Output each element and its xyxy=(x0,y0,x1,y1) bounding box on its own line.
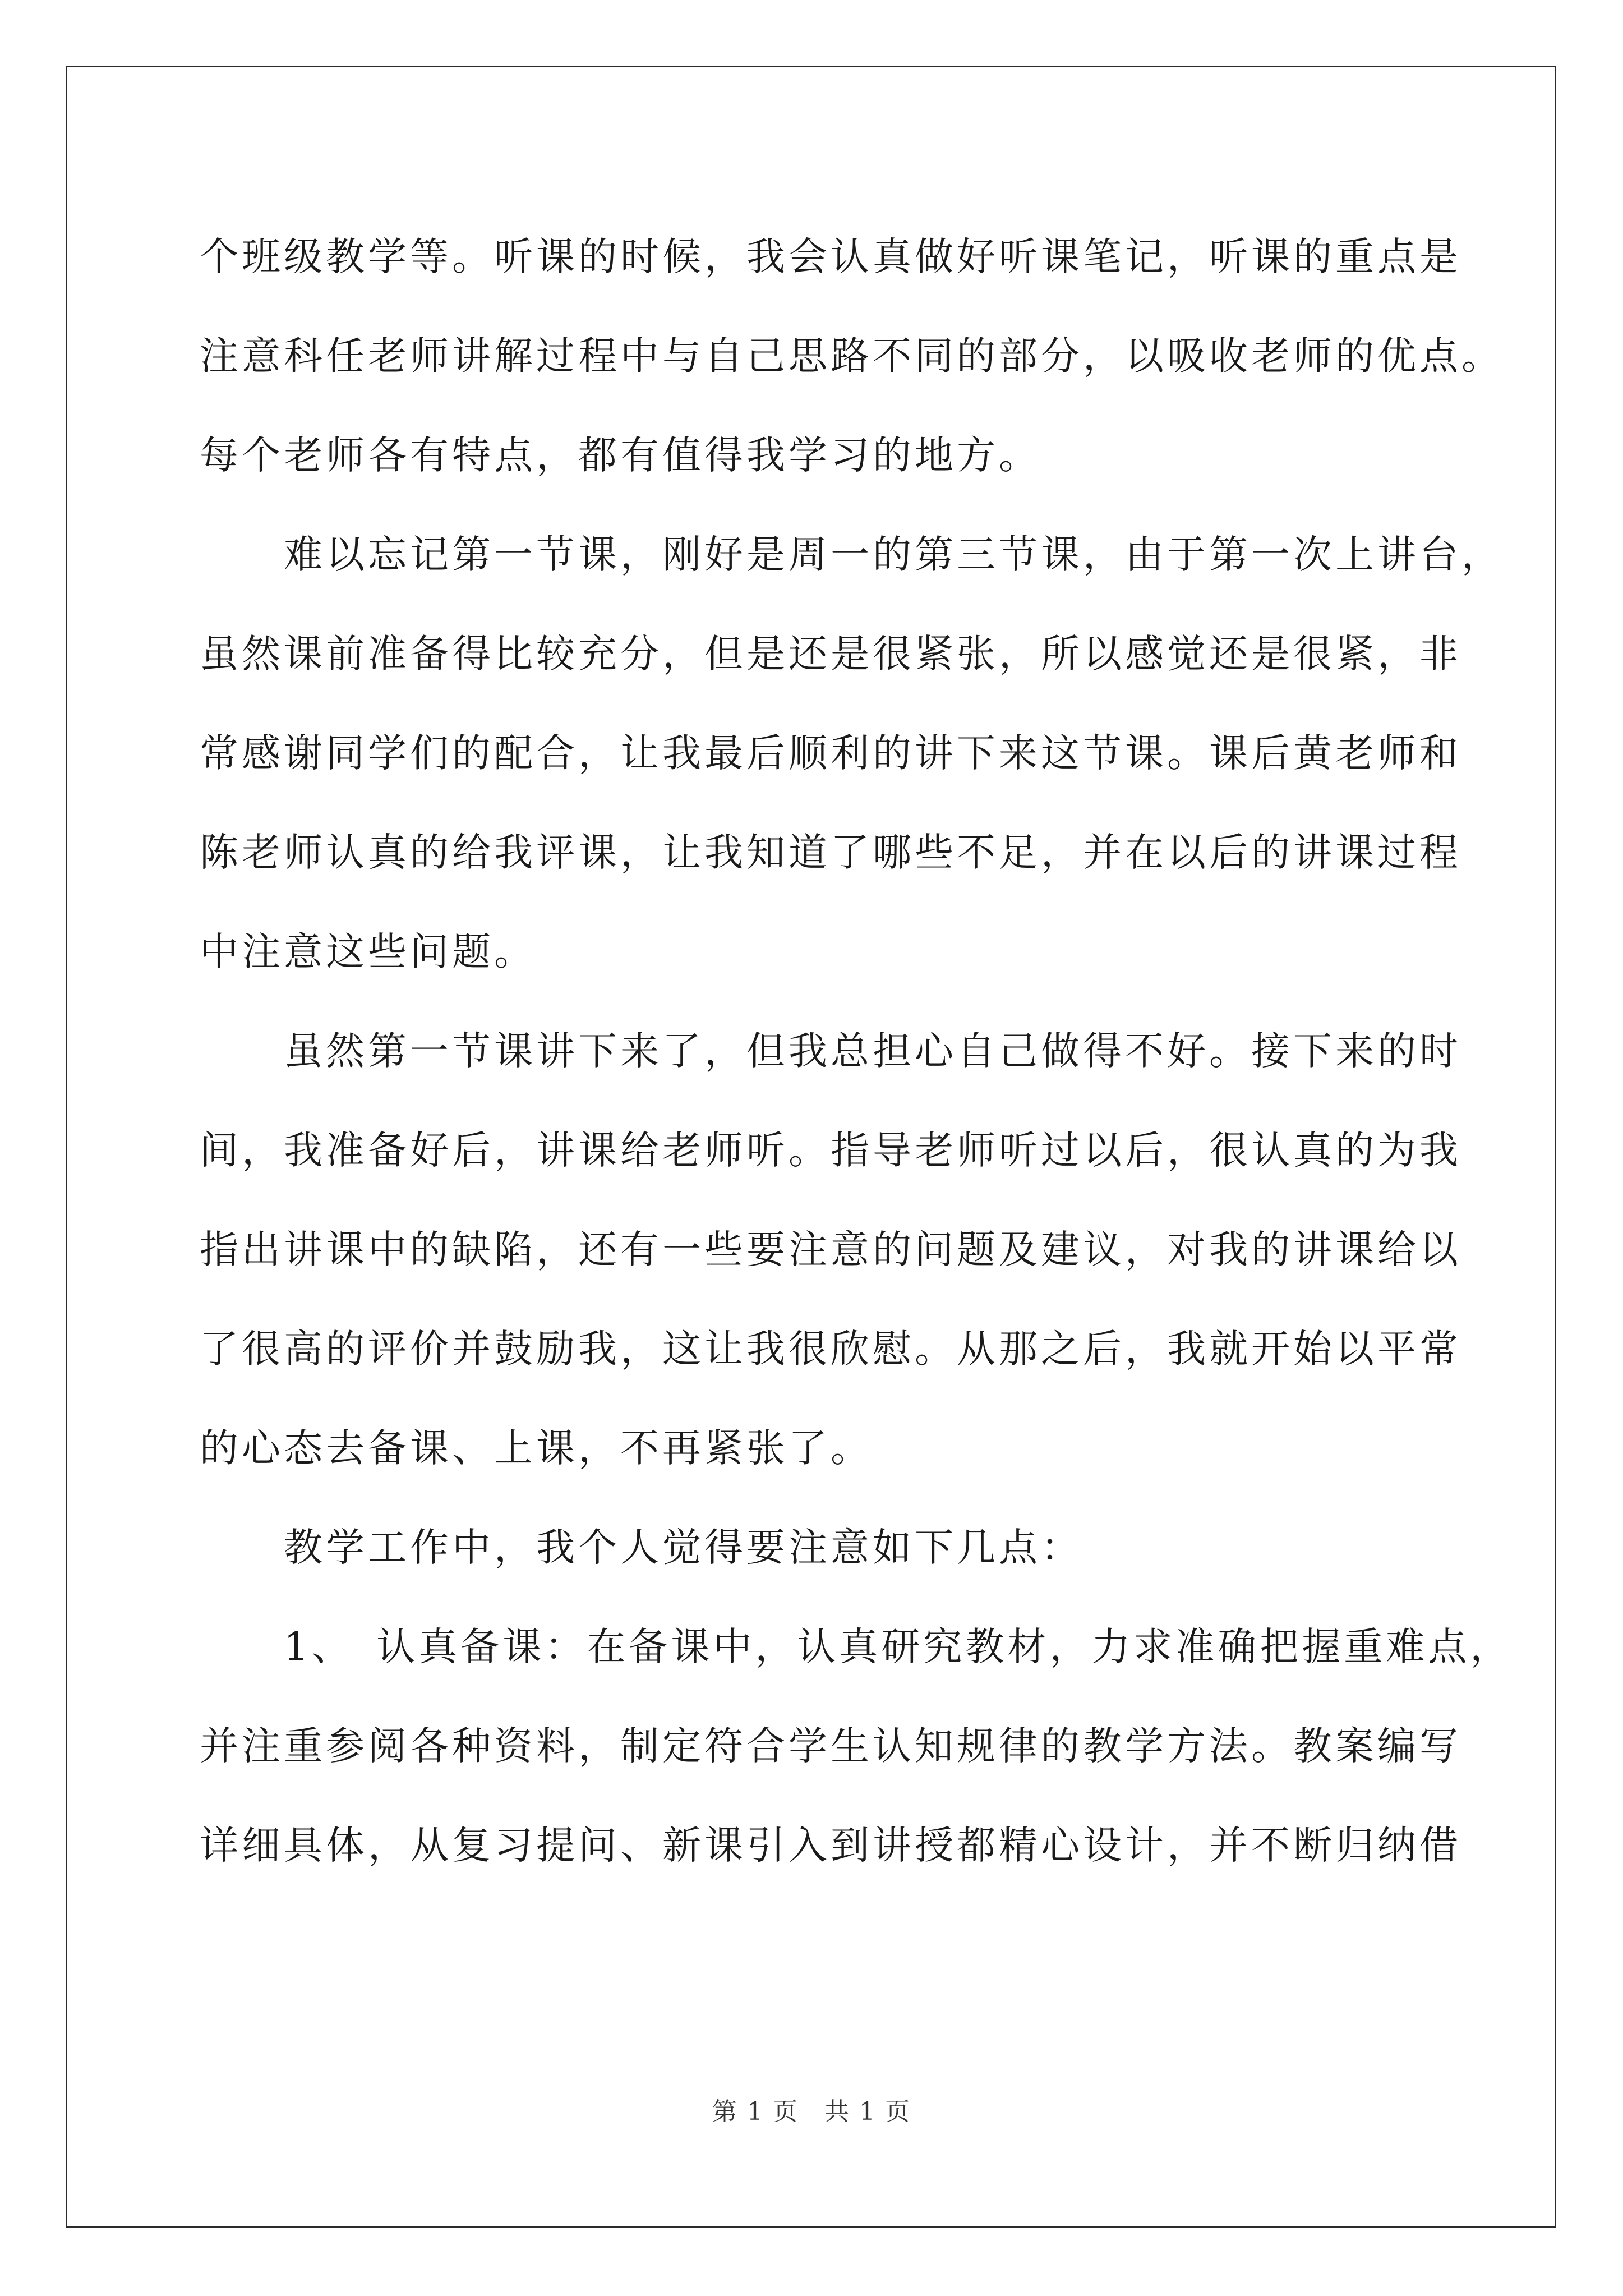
text-line: 常感谢同学们的配合，让我最后顺利的讲下来这节课。课后黄老师和 xyxy=(200,731,1461,776)
text-line: 虽然第一节课讲下来了，但我总担心自己做得不好。接下来的时 xyxy=(200,1029,1461,1074)
text-line: 并注重参阅各种资料，制定符合学生认知规律的教学方法。教案编写 xyxy=(200,1724,1461,1769)
text-line: 虽然课前准备得比较充分，但是还是很紧张，所以感觉还是很紧，非 xyxy=(200,632,1461,677)
text-line: 了很高的评价并鼓励我，这让我很欣慰。从那之后，我就开始以平常 xyxy=(200,1327,1461,1372)
text-line: 陈老师认真的给我评课，让我知道了哪些不足，并在以后的讲课过程 xyxy=(200,830,1461,875)
text-line: 间，我准备好后，讲课给老师听。指导老师听过以后，很认真的为我 xyxy=(200,1128,1461,1173)
text-line: 教学工作中，我个人觉得要注意如下几点： xyxy=(200,1525,1083,1570)
text-line: 1、 认真备课：在备课中，认真研究教材，力求准确把握重难点， xyxy=(200,1625,1513,1669)
text-line: 指出讲课中的缺陷，还有一些要注意的问题及建议，对我的讲课给以 xyxy=(200,1227,1461,1272)
text-line: 的心态去备课、上课，不再紧张了。 xyxy=(200,1426,873,1471)
page-number-footer: 第 1 页 共 1 页 xyxy=(712,2097,911,2126)
text-line: 详细具体，从复习提问、新课引入到讲授都精心设计，并不断归纳借 xyxy=(200,1823,1461,1868)
text-line: 注意科任老师讲解过程中与自己思路不同的部分，以吸收老师的优点。 xyxy=(200,334,1504,379)
text-line: 个班级教学等。听课的时候，我会认真做好听课笔记，听课的重点是 xyxy=(200,234,1461,279)
text-line: 每个老师各有特点，都有值得我学习的地方。 xyxy=(200,433,1041,478)
document-body xyxy=(200,208,1513,1895)
text-line: 难以忘记第一节课，刚好是周一的第三节课，由于第一次上讲台， xyxy=(200,532,1504,577)
text-line: 中注意这些问题。 xyxy=(200,930,536,974)
